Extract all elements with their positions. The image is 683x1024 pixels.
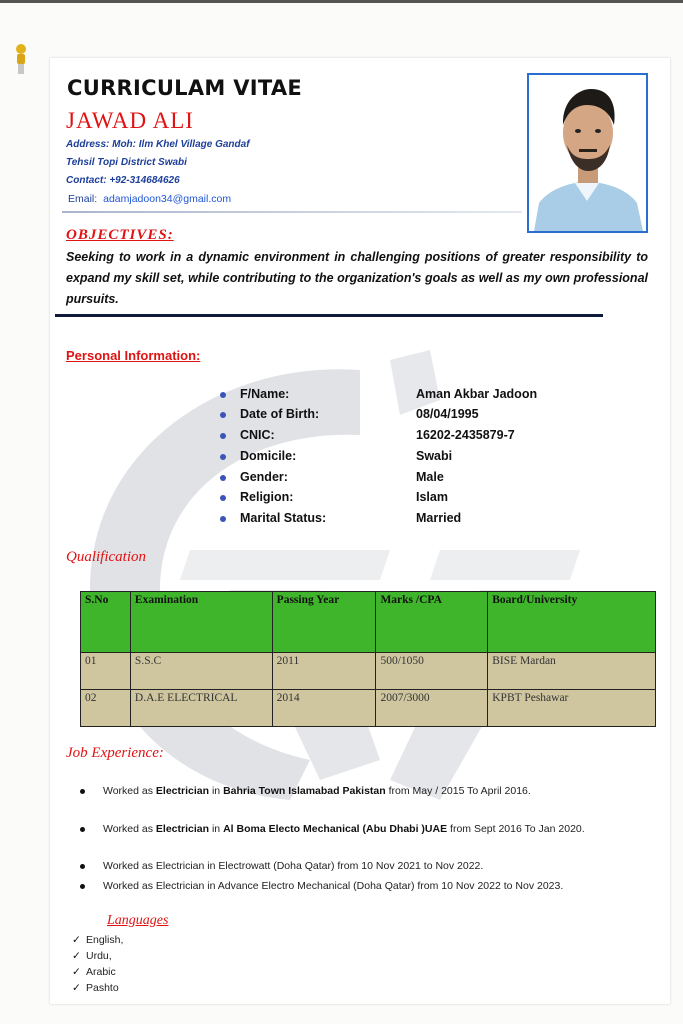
check-icon: ✓ bbox=[72, 934, 81, 946]
table-row bbox=[81, 690, 656, 727]
check-icon: ✓ bbox=[72, 982, 81, 994]
check-icon: ✓ bbox=[72, 950, 81, 962]
table-cell: 01 bbox=[81, 653, 131, 690]
objectives-text: Seeking to work in a dynamic environment in challenging positions of greater responsibility to expand my skill set, while contributing to the organization's goals as well as my own professional pursuits. bbox=[66, 250, 648, 306]
bullet-icon bbox=[220, 516, 226, 522]
bullet-icon bbox=[80, 884, 85, 889]
table-cell: BISE Mardan bbox=[488, 653, 656, 690]
languages-heading: Languages bbox=[107, 913, 169, 928]
table-cell: D.A.E ELECTRICAL bbox=[130, 690, 272, 727]
list-item: Worked as Electrician in Al Boma Electo Mechanical (Abu Dhabi )UAE from Sept 2016 To Jan 2020. bbox=[78, 821, 648, 837]
scan-top-edge bbox=[0, 0, 683, 3]
check-icon: ✓ bbox=[72, 966, 81, 978]
table-cell: KPBT Peshawar bbox=[488, 690, 656, 727]
candidate-name: JAWAD ALI bbox=[66, 108, 194, 133]
bullet-icon bbox=[220, 392, 226, 398]
table-cell: 2011 bbox=[272, 653, 376, 690]
address-line-2: Tehsil Topi District Swabi bbox=[66, 157, 187, 168]
bullet-icon bbox=[220, 433, 226, 439]
list-item: Worked as Electrician in Electrowatt (Doha Qatar) from 10 Nov 2021 to Nov 2022. bbox=[78, 858, 648, 874]
table-cell: S.S.C bbox=[130, 653, 272, 690]
language-item: ✓ English, bbox=[72, 934, 124, 946]
bullet-icon bbox=[220, 412, 226, 418]
address-line-1: Address: Moh: Ilm Khel Village Gandaf bbox=[66, 139, 250, 150]
column-header: Marks /CPA bbox=[376, 592, 488, 653]
profile-photo bbox=[527, 73, 648, 233]
email-link[interactable]: adamjadoon34@gmail.com bbox=[103, 193, 232, 205]
contact-number: Contact: +92-314684626 bbox=[66, 175, 180, 186]
personal-info-heading: Personal Information: bbox=[66, 348, 201, 363]
document-title: CURRICULAM VITAE bbox=[67, 76, 303, 100]
table-cell: 2014 bbox=[272, 690, 376, 727]
bullet-icon bbox=[220, 475, 226, 481]
table-cell: 02 bbox=[81, 690, 131, 727]
table-header-row bbox=[81, 592, 656, 653]
bullet-icon bbox=[80, 864, 85, 869]
bullet-icon bbox=[220, 454, 226, 460]
bullet-icon bbox=[220, 495, 226, 501]
column-header: Examination bbox=[130, 592, 272, 653]
list-item: Worked as Electrician in Advance Electro Mechanical (Doha Qatar) from 10 Nov 2022 to Nov 2023. bbox=[78, 878, 648, 894]
bullet-icon bbox=[80, 789, 85, 794]
language-item: ✓ Pashto bbox=[72, 982, 119, 994]
language-item: ✓ Urdu, bbox=[72, 950, 112, 962]
table-row bbox=[81, 653, 656, 690]
header-divider bbox=[62, 211, 522, 213]
job-experience-heading: Job Experience: bbox=[66, 745, 164, 761]
list-item: Worked as Electrician in Bahria Town Islamabad Pakistan from May / 2015 To April 2016. bbox=[78, 783, 648, 799]
email-label: Email bbox=[68, 193, 95, 205]
table-cell: 2007/3000 bbox=[376, 690, 488, 727]
objectives-divider bbox=[55, 314, 603, 317]
language-item: ✓ Arabic bbox=[72, 966, 116, 978]
objectives-heading: OBJECTIVES: bbox=[66, 227, 174, 243]
paper-clip-icon bbox=[12, 42, 30, 76]
qualification-heading: Qualification bbox=[66, 549, 146, 565]
column-header: Passing Year bbox=[272, 592, 376, 653]
bullet-icon bbox=[80, 827, 85, 832]
email-line: Email: adamjadoon34@gmail.com bbox=[68, 193, 232, 205]
qualification-table bbox=[80, 591, 656, 727]
column-header: Board/University bbox=[488, 592, 656, 653]
table-cell: 500/1050 bbox=[376, 653, 488, 690]
column-header: S.No bbox=[81, 592, 131, 653]
